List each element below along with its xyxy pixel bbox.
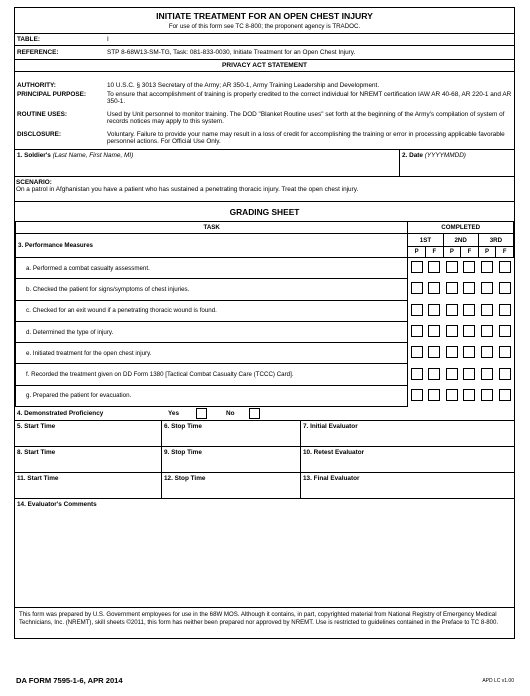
grade-cell [425, 321, 443, 342]
soldier-name-label: 1. Soldier's [17, 152, 51, 159]
grade-cell [496, 321, 514, 342]
pass-checkbox[interactable] [446, 325, 458, 337]
soldier-row [15, 149, 514, 176]
date-label: 2. Date [402, 152, 423, 159]
grade-cell [425, 385, 443, 406]
grade-cell [408, 343, 426, 364]
grade-cell [425, 343, 443, 364]
proficiency-label: 4. Demonstrated Proficiency [17, 410, 104, 418]
stop-time-1-field[interactable]: 6. Stop Time [162, 420, 301, 446]
final-evaluator-field[interactable]: 13. Final Evaluator [301, 472, 514, 498]
pass-header: P [478, 247, 496, 258]
task-label: b. Checked the patient for signs/symptoms of chest injuries. [16, 279, 408, 300]
fail-checkbox[interactable] [463, 389, 475, 401]
routine-uses-value: Used by Unit personnel to monitor training. The DOD "Blanket Routine uses" set forth at the beginning of the Army's compilation of system of records notices may apply to this system. [107, 111, 505, 125]
disclosure-value: Voluntary. Failure to provide your name may result in a loss of credit for accomplishing the training or error in processing applicable favorable personnel actions. For Official Use Only. [107, 131, 505, 145]
grade-cell [496, 364, 514, 385]
fail-checkbox[interactable] [499, 304, 511, 316]
grade-cell [478, 385, 496, 406]
scenario-text: On a patrol in Afghanistan you have a patient who has sustained a penetrating thoracic injury. Treat the open chest injury. [16, 186, 359, 193]
fail-header: F [461, 247, 479, 258]
fail-header: F [496, 247, 514, 258]
soldier-name-hint: (Last Name, First Name, MI) [52, 152, 134, 159]
grade-cell [425, 258, 443, 279]
grade-cell [496, 300, 514, 321]
pass-checkbox[interactable] [411, 346, 423, 358]
form-version: APD LC v1.00 [482, 678, 514, 684]
proficiency-row [15, 407, 514, 420]
grade-cell [443, 343, 461, 364]
grade-cell [478, 321, 496, 342]
authority-label: AUTHORITY: [17, 82, 56, 89]
pass-checkbox[interactable] [446, 261, 458, 273]
grading-sheet-title: GRADING SHEET [15, 201, 514, 221]
grade-cell [425, 300, 443, 321]
start-time-1-field[interactable]: 5. Start Time [15, 420, 162, 446]
grade-cell [443, 300, 461, 321]
pass-checkbox[interactable] [446, 346, 458, 358]
pass-header: P [408, 247, 426, 258]
fail-checkbox[interactable] [463, 325, 475, 337]
task-row [16, 343, 514, 364]
grade-cell [408, 258, 426, 279]
routine-uses-label: ROUTINE USES: [17, 111, 68, 118]
fail-checkbox[interactable] [428, 346, 440, 358]
grade-cell [461, 258, 479, 279]
pass-checkbox[interactable] [481, 325, 493, 337]
pass-checkbox[interactable] [446, 282, 458, 294]
principal-purpose-value: To ensure that accomplishment of training is properly credited to the correct individual for NREMT certification IAW AR 40-68, AR 220-1 and AR 350-1. [107, 91, 512, 105]
task-label: g. Prepared the patient for evacuation. [16, 385, 408, 406]
task-row [16, 385, 514, 406]
privacy-act-section [15, 72, 514, 149]
initial-evaluator-field[interactable]: 7. Initial Evaluator [301, 420, 514, 446]
table-value[interactable]: I [107, 36, 109, 43]
grade-cell [461, 343, 479, 364]
grade-cell [443, 279, 461, 300]
grade-cell [461, 321, 479, 342]
fail-header: F [425, 247, 443, 258]
grade-cell [443, 385, 461, 406]
fail-checkbox[interactable] [428, 389, 440, 401]
fail-checkbox[interactable] [428, 261, 440, 273]
pass-checkbox[interactable] [481, 368, 493, 380]
fail-checkbox[interactable] [428, 304, 440, 316]
pass-checkbox[interactable] [411, 325, 423, 337]
pass-checkbox[interactable] [411, 261, 423, 273]
scenario-label: SCENARIO: [16, 179, 52, 186]
date-hint: (YYYYMMDD) [424, 152, 466, 159]
nremt-notice: This form was prepared by U.S. Government employees for use in the 68W MOS. Although it contains, in part, copyrighted material from National Registry of Emergency Medical Technicians, Inc. (NREMT), skill sheets ©2011, this form has neither been prepared nor approved by NREMT. Use is restricted to guidelines contained in the Preface to TC 8-800. [15, 607, 514, 638]
proficiency-no-label: No [226, 410, 235, 418]
reference-row [15, 45, 514, 59]
authority-value: 10 U.S.C. § 3013 Secretary of the Army; AR 350-1, Army Training Leadership and Development. [107, 82, 380, 89]
task-row [16, 258, 514, 279]
grade-cell [443, 364, 461, 385]
grade-cell [478, 258, 496, 279]
task-header: TASK [16, 222, 408, 234]
grade-cell [425, 279, 443, 300]
fail-checkbox[interactable] [428, 282, 440, 294]
task-label: f. Recorded the treatment given on DD Form 1380 [Tactical Combat Casualty Care (TCCC) Card]. [16, 364, 408, 385]
start-time-3-field[interactable]: 11. Start Time [15, 472, 162, 498]
pass-checkbox[interactable] [446, 368, 458, 380]
grade-cell [443, 321, 461, 342]
task-label: a. Performed a combat casualty assessment. [16, 258, 408, 279]
table-label: TABLE: [17, 36, 40, 43]
pass-checkbox[interactable] [446, 389, 458, 401]
soldier-name-field[interactable] [15, 150, 400, 176]
task-row [16, 321, 514, 342]
grade-cell [496, 258, 514, 279]
date-field[interactable] [400, 150, 514, 176]
attempt-3rd: 3RD [478, 234, 513, 247]
pass-checkbox[interactable] [411, 282, 423, 294]
task-label: d. Determined the type of injury. [16, 321, 408, 342]
grade-cell [478, 300, 496, 321]
evaluator-comments-label: 14. Evaluator's Comments [17, 501, 97, 509]
evaluation-grid [15, 420, 514, 498]
fail-checkbox[interactable] [463, 368, 475, 380]
completed-header: COMPLETED [408, 222, 514, 234]
grade-cell [408, 300, 426, 321]
grade-cell [461, 279, 479, 300]
task-row [16, 300, 514, 321]
reference-value: STP 8-68W13-SM-TG, Task: 081-833-0030, Initiate Treatment for an Open Chest Injury. [107, 49, 356, 56]
grade-cell [408, 279, 426, 300]
grade-cell [425, 364, 443, 385]
reference-label: REFERENCE: [17, 49, 59, 56]
scenario-section [15, 176, 514, 201]
form-number: DA FORM 7595-1-6, APR 2014 [16, 676, 123, 685]
grade-cell [461, 364, 479, 385]
fail-checkbox[interactable] [499, 389, 511, 401]
proficiency-yes-checkbox[interactable] [196, 408, 207, 419]
evaluator-comments-field[interactable] [15, 498, 514, 607]
grade-cell [443, 258, 461, 279]
fail-checkbox[interactable] [499, 282, 511, 294]
pass-checkbox[interactable] [411, 304, 423, 316]
pass-checkbox[interactable] [481, 304, 493, 316]
pass-checkbox[interactable] [411, 389, 423, 401]
pass-checkbox[interactable] [481, 261, 493, 273]
grading-table [15, 221, 514, 407]
fail-checkbox[interactable] [499, 325, 511, 337]
pass-checkbox[interactable] [481, 282, 493, 294]
start-time-2-field[interactable]: 8. Start Time [15, 446, 162, 472]
proficiency-no-checkbox[interactable] [249, 408, 260, 419]
task-row [16, 364, 514, 385]
grade-cell [408, 385, 426, 406]
grade-cell [496, 343, 514, 364]
grade-cell [478, 343, 496, 364]
grade-cell [496, 279, 514, 300]
task-row [16, 279, 514, 300]
pass-checkbox[interactable] [411, 368, 423, 380]
pass-checkbox[interactable] [446, 304, 458, 316]
grade-cell [408, 364, 426, 385]
task-label: e. Initiated treatment for the open chest injury. [16, 343, 408, 364]
fail-checkbox[interactable] [463, 282, 475, 294]
grade-cell [496, 385, 514, 406]
fail-checkbox[interactable] [428, 368, 440, 380]
fail-checkbox[interactable] [463, 261, 475, 273]
attempt-2nd: 2ND [443, 234, 478, 247]
fail-checkbox[interactable] [499, 346, 511, 358]
grade-cell [478, 279, 496, 300]
stop-time-3-field[interactable]: 12. Stop Time [162, 472, 301, 498]
attempt-1st: 1ST [408, 234, 443, 247]
privacy-act-heading: PRIVACY ACT STATEMENT [15, 59, 514, 72]
form-frame [14, 7, 515, 639]
grade-cell [478, 364, 496, 385]
pass-checkbox[interactable] [481, 346, 493, 358]
stop-time-2-field[interactable]: 9. Stop Time [162, 446, 301, 472]
grade-cell [461, 385, 479, 406]
disclosure-label: DISCLOSURE: [17, 131, 62, 138]
principal-purpose-label: PRINCIPAL PURPOSE: [17, 91, 87, 98]
fail-checkbox[interactable] [499, 261, 511, 273]
retest-evaluator-field[interactable]: 10. Retest Evaluator [301, 446, 514, 472]
fail-checkbox[interactable] [463, 304, 475, 316]
form-title: INITIATE TREATMENT FOR AN OPEN CHEST INJURY [156, 11, 373, 21]
proficiency-yes-label: Yes [168, 410, 180, 418]
fail-checkbox[interactable] [499, 368, 511, 380]
form-subtitle: For use of this form see TC 8-800; the proponent agency is TRADOC. [168, 23, 361, 30]
task-label: c. Checked for an exit wound if a penetrating thoracic wound is found. [16, 300, 408, 321]
table-row [15, 33, 514, 45]
pass-header: P [443, 247, 461, 258]
grade-cell [408, 321, 426, 342]
fail-checkbox[interactable] [463, 346, 475, 358]
grade-cell [461, 300, 479, 321]
performance-measures-label: 3. Performance Measures [16, 234, 408, 258]
pass-checkbox[interactable] [481, 389, 493, 401]
fail-checkbox[interactable] [428, 325, 440, 337]
